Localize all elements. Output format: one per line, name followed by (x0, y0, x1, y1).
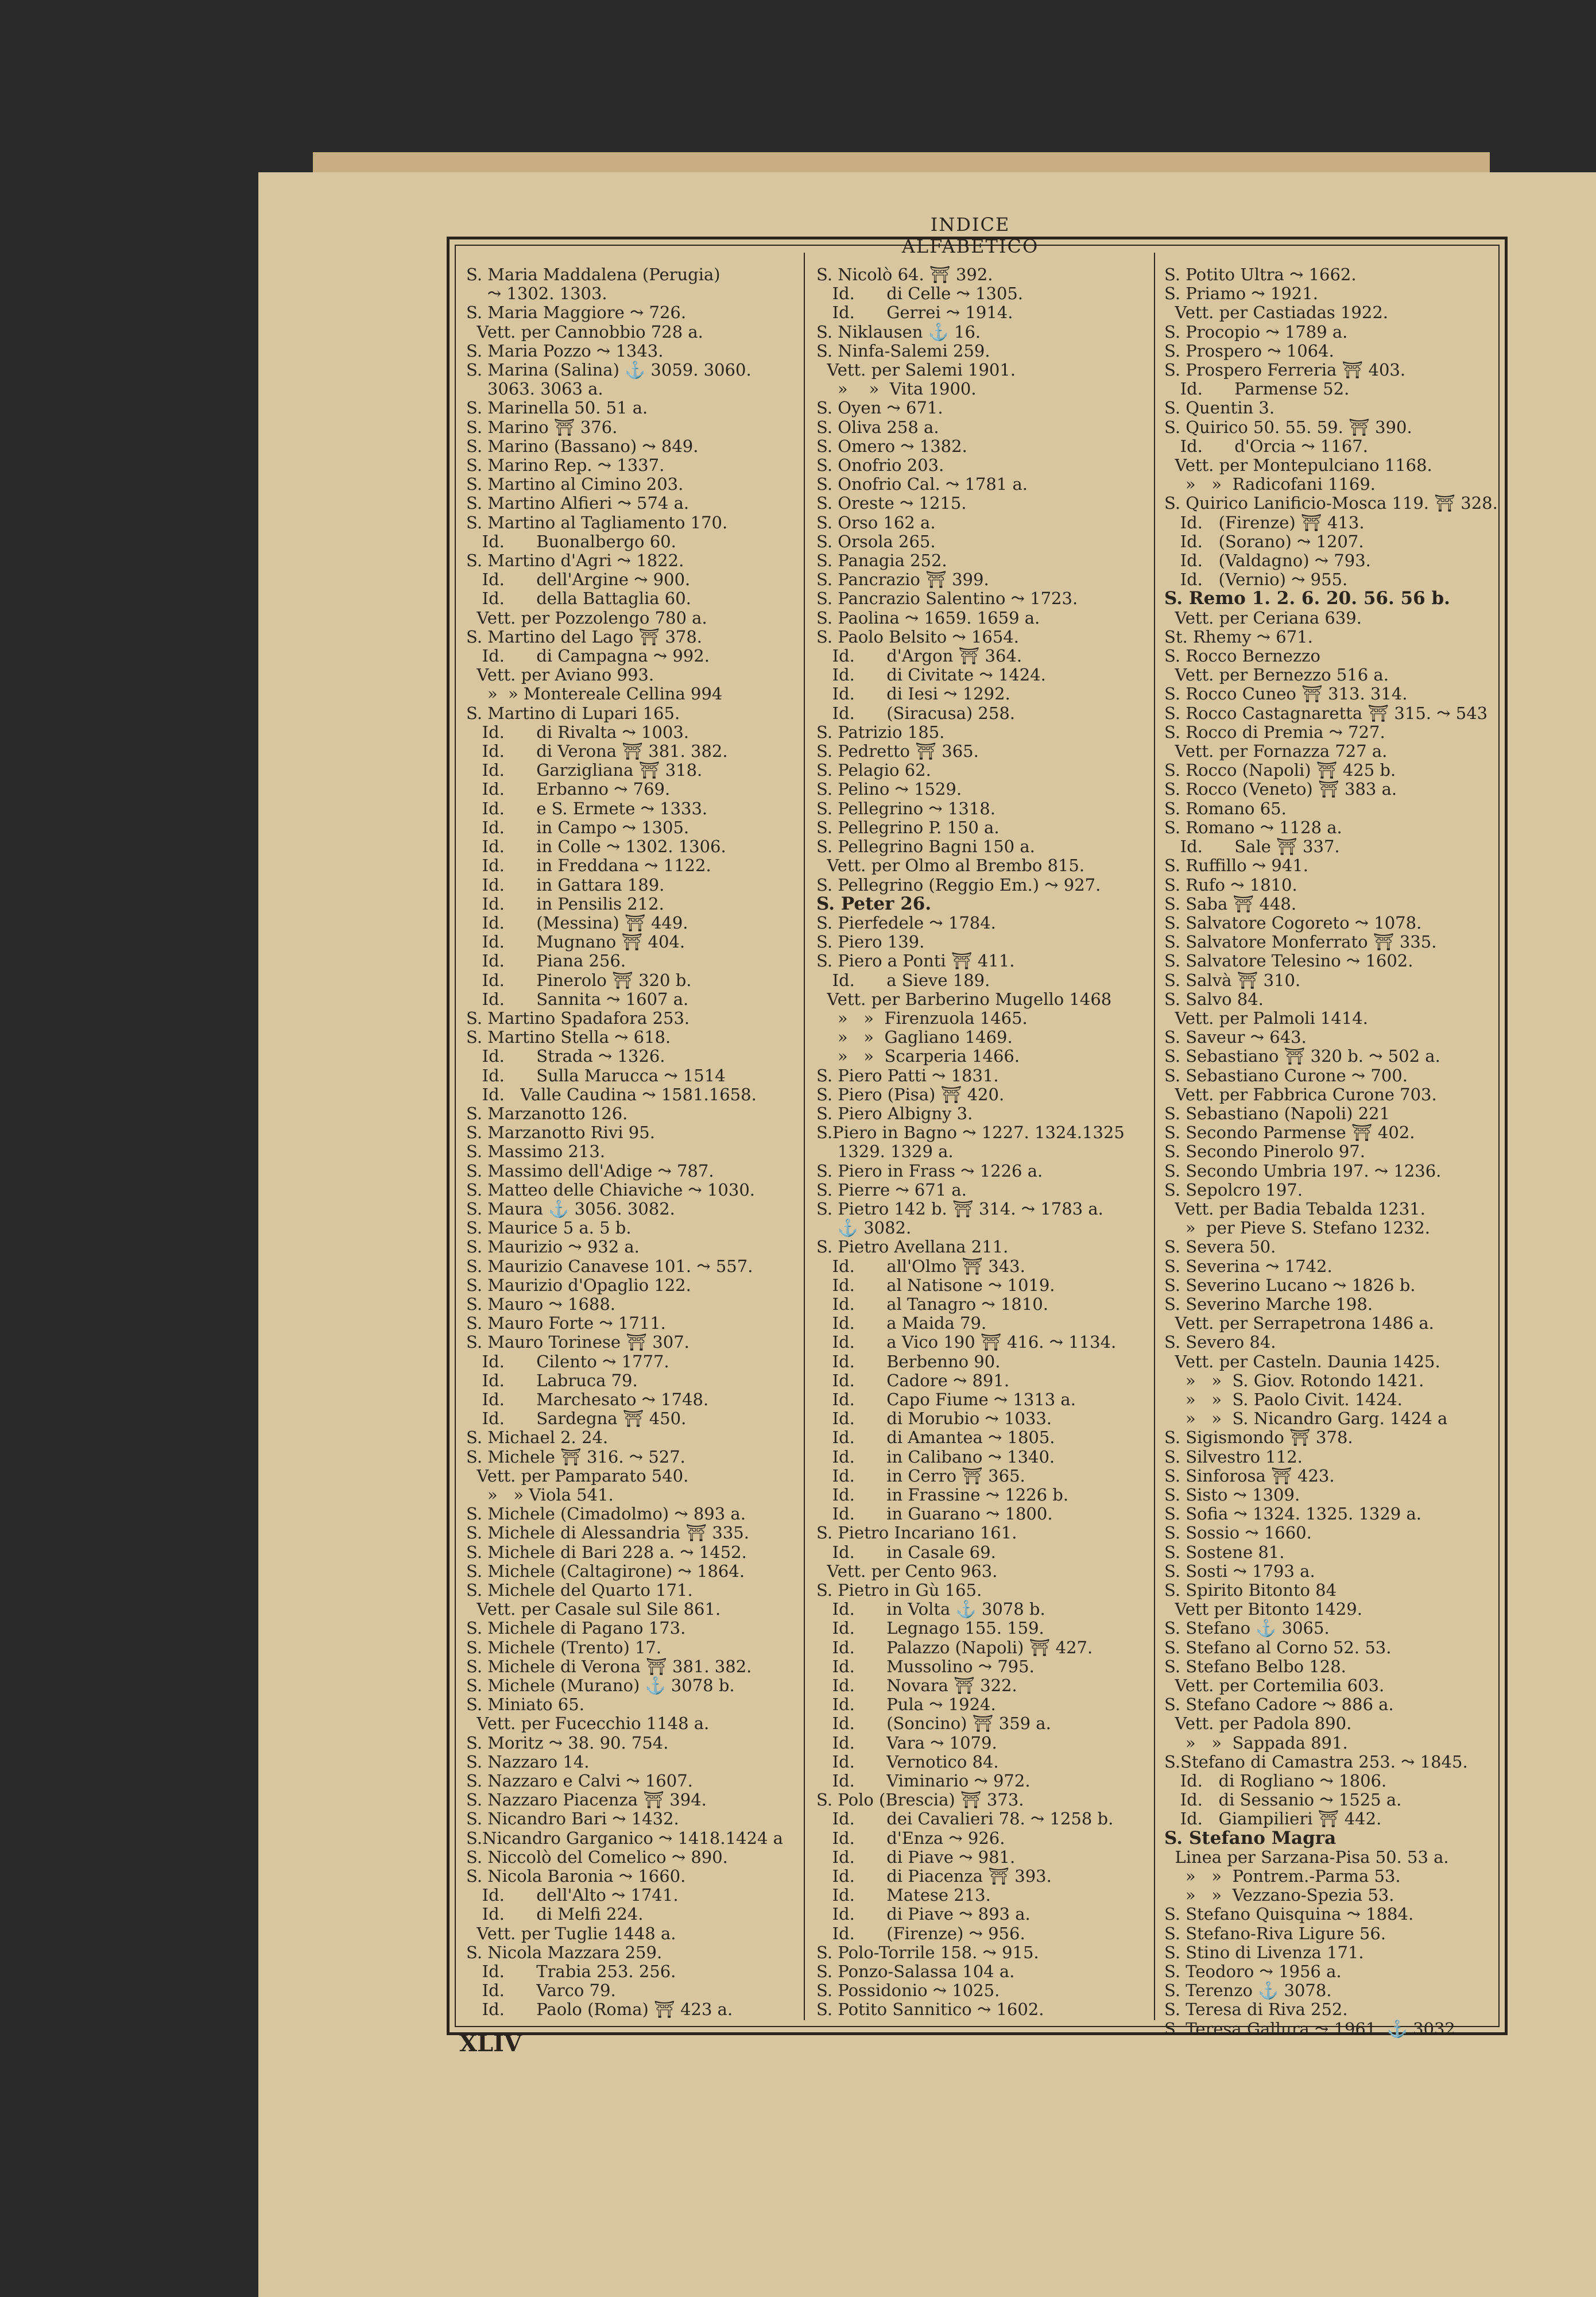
page-number: XLIV (459, 2030, 522, 2057)
index-entry: Id. Valle Caudina ⤳ 1581.1658. (466, 1084, 757, 1104)
index-entry: S. Salvà ⛩ 310. (1164, 970, 1301, 990)
index-entry: S. Patrizio 185. (816, 722, 945, 742)
index-entry: S. Pietro 142 b. ⛩ 314. ⤳ 1783 a. (816, 1198, 1103, 1219)
index-entry: S. Mauro Torinese ⛩ 307. (466, 1332, 689, 1352)
index-entry: S. Salvatore Monferrato ⛩ 335. (1164, 932, 1437, 952)
index-entry: Id. di Rivalta ⤳ 1003. (466, 722, 689, 742)
index-entry: S. Pierfedele ⤳ 1784. (816, 912, 996, 933)
index-entry: S. Pellegrino ⤳ 1318. (816, 798, 995, 818)
index-entry: » » Viola 541. (466, 1485, 614, 1505)
index-entry: S. Michele (Murano) ⚓ 3078 b. (466, 1676, 735, 1696)
index-entry: S. Quirico 50. 55. 59. ⛩ 390. (1164, 417, 1412, 437)
index-entry: S. Rocco (Veneto) ⛩ 383 a. (1164, 779, 1397, 799)
index-entry: S. Martino Spadafora 253. (466, 1008, 690, 1028)
index-entry: S. Maria Maggiore ⤳ 726. (466, 303, 687, 323)
index-entry: Id. Marchesato ⤳ 1748. (466, 1389, 709, 1409)
index-entry: Id. Viminario ⤳ 972. (816, 1771, 1031, 1791)
index-entry: S. Martino Stella ⤳ 618. (466, 1027, 671, 1047)
index-entry: Id. Mugnano ⛩ 404. (466, 932, 685, 952)
index-entry: Vett. per Bernezzo 516 a. (1164, 665, 1389, 685)
index-entry: Id. Berbenno 90. (816, 1351, 1001, 1371)
index-entry: Id. in Colle ⤳ 1302. 1306. (466, 837, 726, 857)
index-entry: S. Procopio ⤳ 1789 a. (1164, 322, 1348, 342)
index-entry: S. Sebastiano Curone ⤳ 700. (1164, 1065, 1408, 1085)
index-entry: Vett per Bitonto 1429. (1164, 1599, 1362, 1619)
index-entry: S. Marzanotto Rivi 95. (466, 1123, 655, 1143)
index-entry: Id. Pinerolo ⛩ 320 b. (466, 970, 692, 990)
index-entry: Id. Gerrei ⤳ 1914. (816, 303, 1013, 323)
index-entry: S. Stefano Magra (1164, 1827, 1337, 1849)
index-entry: S. Nicola Baronia ⤳ 1660. (466, 1866, 686, 1886)
index-entry: Id. (Valdagno) ⤳ 793. (1164, 551, 1371, 571)
index-entry: S. Pelino ⤳ 1529. (816, 779, 962, 799)
index-entry: » » Gagliano 1469. (816, 1027, 1013, 1047)
index-entry: Vett. per Serrapetrona 1486 a. (1164, 1313, 1434, 1333)
index-entry: S. Pietro Avellana 211. (816, 1237, 1009, 1257)
index-entry: ⤳ 1302. 1303. (466, 284, 607, 304)
index-entry: S. Miniato 65. (466, 1695, 584, 1715)
index-entry: Id. di Sessanio ⤳ 1525 a. (1164, 1790, 1402, 1810)
index-entry: Vett. per Olmo al Brembo 815. (816, 856, 1085, 876)
index-entry: S. Maria Maddalena (Perugia) (466, 265, 720, 284)
index-entry: Vett. per Tuglie 1448 a. (466, 1923, 676, 1943)
index-entry: Id. Cilento ⤳ 1777. (466, 1351, 669, 1371)
index-entry: S. Severina ⤳ 1742. (1164, 1256, 1332, 1276)
index-entry: Id. Vernotico 84. (816, 1751, 999, 1772)
index-entry: S. Saveur ⤳ 643. (1164, 1027, 1307, 1047)
index-entry: S. Paolina ⤳ 1659. 1659 a. (816, 608, 1040, 628)
index-entry: S. Teodoro ⤳ 1956 a. (1164, 1962, 1342, 1982)
index-entry: Id. dell'Argine ⤳ 900. (466, 570, 691, 590)
index-entry: S. Marino (Bassano) ⤳ 849. (466, 436, 699, 456)
index-entry: S. Rufo ⤳ 1810. (1164, 875, 1297, 895)
index-entry: S. Terenzo ⚓ 3078. (1164, 1981, 1332, 2001)
index-entry: S. Maurizio Canavese 101. ⤳ 557. (466, 1256, 753, 1276)
index-entry: S. Marino Rep. ⤳ 1337. (466, 455, 665, 475)
index-entry: S. Massimo 213. (466, 1142, 606, 1162)
index-entry: Vett. per Palmoli 1414. (1164, 1008, 1368, 1028)
index-entry: S. Marina (Salina) ⚓ 3059. 3060. (466, 360, 751, 380)
index-entry: S. Onofrio Cal. ⤳ 1781 a. (816, 474, 1028, 494)
index-entry: Id. e S. Ermete ⤳ 1333. (466, 798, 708, 818)
index-entry: S. Paolo Belsito ⤳ 1654. (816, 627, 1019, 647)
index-entry: Id. all'Olmo ⛩ 343. (816, 1256, 1025, 1276)
index-entry: S. Polo-Torrile 158. ⤳ 915. (816, 1942, 1039, 1962)
index-entry: Id. Garzigliana ⛩ 318. (466, 760, 703, 780)
index-entry: S. Maria Pozzo ⤳ 1343. (466, 341, 664, 361)
index-entry: Vett. per Barberino Mugello 1468 (816, 989, 1112, 1009)
index-entry: Id. d'Orcia ⤳ 1167. (1164, 436, 1368, 456)
index-entry: S. Niklausen ⚓ 16. (816, 322, 981, 342)
index-entry: S. Pietro Incariano 161. (816, 1523, 1017, 1543)
index-entry: S. Oliva 258 a. (816, 417, 939, 437)
index-entry: S. Potito Ultra ⤳ 1662. (1164, 265, 1357, 284)
index-entry: S. Oreste ⤳ 1215. (816, 493, 967, 513)
index-entry: Id. Paolo (Roma) ⛩ 423 a. (466, 2000, 733, 2020)
index-entry: Id. Strada ⤳ 1326. (466, 1046, 665, 1066)
index-entry: S. Rocco (Napoli) ⛩ 425 b. (1164, 760, 1396, 780)
index-entry: Id. di Campagna ⤳ 992. (466, 646, 710, 666)
index-entry: S.Piero in Bagno ⤳ 1227. 1324.1325 (816, 1123, 1125, 1143)
index-entry: S. Massimo dell'Adige ⤳ 787. (466, 1161, 714, 1181)
index-entry: S. Piero Albigny 3. (816, 1103, 973, 1123)
index-entry: Id. in Campo ⤳ 1305. (466, 817, 689, 837)
index-entry: S. Secondo Umbria 197. ⤳ 1236. (1164, 1161, 1442, 1181)
index-entry: Id. in Volta ⚓ 3078 b. (816, 1599, 1045, 1619)
index-entry: Id. Novara ⛩ 322. (816, 1676, 1017, 1696)
index-entry: S. Matteo delle Chiaviche ⤳ 1030. (466, 1180, 755, 1200)
index-entry: » » Vezzano-Spezia 53. (1164, 1885, 1394, 1905)
index-entry: S. Michele ⛩ 316. ⤳ 527. (466, 1447, 685, 1467)
index-entry: S. Piero (Pisa) ⛩ 420. (816, 1084, 1005, 1104)
index-entry: Id. di Verona ⛩ 381. 382. (466, 741, 728, 761)
index-entry: S. Sigismondo ⛩ 378. (1164, 1428, 1353, 1448)
index-entry: S. Nazzaro e Calvi ⤳ 1607. (466, 1771, 693, 1791)
index-entry: Id. di Morubio ⤳ 1033. (816, 1409, 1052, 1429)
index-entry: S. Piero 139. (816, 932, 925, 952)
index-entry: Id. di Amantea ⤳ 1805. (816, 1428, 1055, 1448)
index-entry: S. Michele (Cimadolmo) ⤳ 893 a. (466, 1504, 746, 1524)
index-entry: S. Orso 162 a. (816, 512, 936, 532)
index-entry: S. Maurice 5 a. 5 b. (466, 1218, 632, 1238)
index-entry: Linea per Sarzana-Pisa 50. 53 a. (1164, 1847, 1449, 1867)
index-entry: S. Romano ⤳ 1128 a. (1164, 817, 1342, 837)
index-entry: S. Salvatore Telesino ⤳ 1602. (1164, 951, 1413, 971)
index-entry: S. Severino Marche 198. (1164, 1294, 1373, 1314)
index-entry: S. Rocco Cuneo ⛩ 313. 314. (1164, 684, 1408, 704)
index-entry: Id. Legnago 155. 159. (816, 1618, 1044, 1638)
index-entry: Vett. per Castiadas 1922. (1164, 303, 1388, 323)
index-entry: S. Sofia ⤳ 1324. 1325. 1329 a. (1164, 1504, 1421, 1524)
index-entry: Id. Giampilieri ⛩ 442. (1164, 1809, 1382, 1829)
index-entry: Id. Cadore ⤳ 891. (816, 1370, 1010, 1390)
index-entry: Id. d'Enza ⤳ 926. (816, 1828, 1005, 1848)
index-entry: S. Stefano al Corno 52. 53. (1164, 1637, 1392, 1657)
index-entry: S. Ponzo-Salassa 104 a. (816, 1962, 1015, 1982)
index-entry: Vett. per Cannobbio 728 a. (466, 322, 703, 342)
index-entry: Id. (Vernio) ⤳ 955. (1164, 570, 1348, 590)
index-entry: Id. Mussolino ⤳ 795. (816, 1656, 1035, 1676)
index-entry: Id. di Piacenza ⛩ 393. (816, 1866, 1052, 1886)
index-entry: Id. Sulla Marucca ⤳ 1514 (466, 1065, 726, 1085)
index-entry: S. Sostene 81. (1164, 1542, 1285, 1562)
index-entry: St. Rhemy ⤳ 671. (1164, 627, 1313, 647)
index-entry: Id. in Frassine ⤳ 1226 b. (816, 1485, 1069, 1505)
index-entry: S. Piero Patti ⤳ 1831. (816, 1065, 999, 1085)
index-entry: Id. in Gattara 189. (466, 875, 665, 895)
index-entry: S. Martino Alfieri ⤳ 574 a. (466, 493, 689, 513)
index-entry: S. Piero a Ponti ⛩ 411. (816, 951, 1015, 971)
index-entry: S. Prospero Ferreria ⛩ 403. (1164, 360, 1406, 380)
index-entry: Id. (Messina) ⛩ 449. (466, 912, 688, 933)
index-entry: S. Possidonio ⤳ 1025. (816, 1981, 1000, 2001)
index-entry: S. Quirico Lanificio-Mosca 119. ⛩ 328. (1164, 493, 1498, 513)
index-entry: Id. di Civitate ⤳ 1424. (816, 665, 1046, 685)
index-entry: S. Severino Lucano ⤳ 1826 b. (1164, 1275, 1416, 1295)
index-entry: S. Rocco Bernezzo (1164, 646, 1320, 666)
index-entry: S. Panagia 252. (816, 551, 947, 571)
index-entry: Id. della Battaglia 60. (466, 589, 691, 609)
index-entry: Id. (Firenze) ⛩ 413. (1164, 512, 1365, 532)
index-entry: S. Niccolò del Comelico ⤳ 890. (466, 1847, 728, 1867)
index-entry: Id. dei Cavalieri 78. ⤳ 1258 b. (816, 1809, 1114, 1829)
index-entry: Id. di Piave ⤳ 981. (816, 1847, 1016, 1867)
index-entry: ⚓ 3082. (816, 1218, 912, 1238)
index-entry: Vett. per Cento 963. (816, 1561, 998, 1581)
index-entry: S. Stino di Livenza 171. (1164, 1942, 1364, 1962)
index-entry: S. Ruffillo ⤳ 941. (1164, 856, 1308, 876)
index-column-1 (466, 265, 816, 2023)
index-entry: Id. Sale ⛩ 337. (1164, 837, 1340, 857)
index-entry: S. Michele del Quarto 171. (466, 1580, 693, 1600)
index-entry: Id. in Pensilis 212. (466, 894, 664, 914)
index-entry: S. Marinella 50. 51 a. (466, 398, 648, 418)
index-entry: S. Spirito Bitonto 84 (1164, 1580, 1337, 1600)
index-entry: S. Rocco di Premia ⤳ 727. (1164, 722, 1385, 742)
index-entry: S. Teresa di Riva 252. (1164, 2000, 1348, 2020)
index-entry: S. Remo 1. 2. 6. 20. 56. 56 b. (1164, 588, 1450, 609)
index-entry: » » S. Nicandro Garg. 1424 a (1164, 1409, 1448, 1429)
index-entry: S. Secondo Parmense ⛩ 402. (1164, 1123, 1415, 1143)
index-entry: S. Marzanotto 126. (466, 1103, 628, 1123)
index-entry: 3063. 3063 a. (466, 379, 603, 399)
index-entry: S. Stefano Quisquina ⤳ 1884. (1164, 1904, 1414, 1924)
index-entry: Vett. per Badia Tebalda 1231. (1164, 1198, 1425, 1219)
index-entry: » per Pieve S. Stefano 1232. (1164, 1218, 1430, 1238)
index-entry: Id. di Piave ⤳ 893 a. (816, 1904, 1031, 1924)
index-entry: S. Sossio ⤳ 1660. (1164, 1523, 1312, 1543)
index-entry: S. Pelagio 62. (816, 760, 931, 780)
index-entry: » » Montereale Cellina 994 (466, 684, 723, 704)
index-entry: Id. Trabia 253. 256. (466, 1962, 676, 1982)
index-entry: Id. Sardegna ⛩ 450. (466, 1409, 687, 1429)
index-entry: Id. Piana 256. (466, 951, 626, 971)
index-entry: Id. a Sieve 189. (816, 970, 990, 990)
index-entry: Id. Parmense 52. (1164, 379, 1350, 399)
index-entry: S. Pedretto ⛩ 365. (816, 741, 979, 761)
index-entry: Vett. per Cortemilia 603. (1164, 1676, 1385, 1696)
index-entry: S. Michele di Pagano 173. (466, 1618, 686, 1638)
index-entry: S. Pellegrino Bagni 150 a. (816, 837, 1035, 857)
index-entry: S. Stefano ⚓ 3065. (1164, 1618, 1330, 1638)
index-entry: S. Quentin 3. (1164, 398, 1275, 418)
index-entry: Id. di Iesi ⤳ 1292. (816, 684, 1010, 704)
index-entry: Id. Sannita ⤳ 1607 a. (466, 989, 689, 1009)
index-entry: Vett. per Aviano 993. (466, 665, 654, 685)
index-entry: S. Silvestro 112. (1164, 1447, 1303, 1467)
index-entry: Id. in Calibano ⤳ 1340. (816, 1447, 1055, 1467)
index-entry: S. Mauro ⤳ 1688. (466, 1294, 616, 1314)
index-entry: Id. di Melfi 224. (466, 1904, 644, 1924)
index-entry: Id. Labruca 79. (466, 1370, 638, 1390)
index-entry: Vett. per Fucecchio 1148 a. (466, 1714, 710, 1734)
index-entry: Vett. per Fabbrica Curone 703. (1164, 1084, 1437, 1104)
index-entry: Id. (Firenze) ⤳ 956. (816, 1923, 1025, 1943)
index-entry: S. Sebastiano ⛩ 320 b. ⤳ 502 a. (1164, 1046, 1440, 1066)
index-entry: S. Nicandro Bari ⤳ 1432. (466, 1809, 679, 1829)
index-entry: Id. al Tanagro ⤳ 1810. (816, 1294, 1048, 1314)
index-entry: S. Polo (Brescia) ⛩ 373. (816, 1790, 1024, 1810)
index-entry: S. Martino al Cimino 203. (466, 474, 684, 494)
index-entry: S. Pierre ⤳ 671 a. (816, 1180, 967, 1200)
index-entry: S. Rocco Castagnaretta ⛩ 315. ⤳ 543 (1164, 703, 1488, 723)
index-entry: Id. Matese 213. (816, 1885, 991, 1905)
index-entry: Id. (Soncino) ⛩ 359 a. (816, 1714, 1051, 1734)
index-entry: Vett. per Casteln. Daunia 1425. (1164, 1351, 1440, 1371)
index-entry: Id. in Cerro ⛩ 365. (816, 1465, 1025, 1486)
index-entry: S. Pancrazio Salentino ⤳ 1723. (816, 589, 1078, 609)
index-entry: S. Sisto ⤳ 1309. (1164, 1485, 1300, 1505)
index-entry: Id. Capo Fiume ⤳ 1313 a. (816, 1389, 1076, 1409)
index-entry: S. Stefano-Riva Ligure 56. (1164, 1923, 1386, 1943)
index-entry: S.Stefano di Camastra 253. ⤳ 1845. (1164, 1751, 1468, 1772)
index-entry: S. Romano 65. (1164, 798, 1287, 818)
index-entry: » » Vita 1900. (816, 379, 977, 399)
index-entry: S. Severa 50. (1164, 1237, 1276, 1257)
index-entry: S. Michele di Verona ⛩ 381. 382. (466, 1656, 752, 1676)
index-entry: S. Stefano Cadore ⤳ 886 a. (1164, 1695, 1394, 1715)
index-entry: S. Sosti ⤳ 1793 a. (1164, 1561, 1315, 1581)
index-entry: S. Pietro in Gù 165. (816, 1580, 982, 1600)
index-column-2 (816, 265, 1167, 2023)
index-entry: Vett. per Fornazza 727 a. (1164, 741, 1388, 761)
index-entry: Id. dell'Alto ⤳ 1741. (466, 1885, 679, 1905)
index-entry: S. Pellegrino (Reggio Em.) ⤳ 927. (816, 875, 1101, 895)
index-entry: Id. Erbanno ⤳ 769. (466, 779, 671, 799)
index-entry: S. Onofrio 203. (816, 455, 944, 475)
index-entry: S. Salvo 84. (1164, 989, 1264, 1009)
index-entry: Vett. per Padola 890. (1164, 1714, 1352, 1734)
index-entry: S. Sebastiano (Napoli) 221 (1164, 1103, 1390, 1123)
index-entry: Id. Palazzo (Napoli) ⛩ 427. (816, 1637, 1093, 1657)
index-entry: Id. (Sorano) ⤳ 1207. (1164, 531, 1364, 551)
index-entry: S. Michele (Caltagirone) ⤳ 1864. (466, 1561, 745, 1581)
index-entry: Id. Vara ⤳ 1079. (816, 1733, 997, 1753)
index-entry: Id. Pula ⤳ 1924. (816, 1695, 996, 1715)
index-entry: S.Nicandro Garganico ⤳ 1418.1424 a (466, 1828, 783, 1848)
index-entry: Vett. per Casale sul Sile 861. (466, 1599, 721, 1619)
index-entry: 1329. 1329 a. (816, 1142, 954, 1162)
index-entry: S. Sepolcro 197. (1164, 1180, 1303, 1200)
index-entry: S. Maurizio ⤳ 932 a. (466, 1237, 640, 1257)
index-entry: S. Nazzaro Piacenza ⛩ 394. (466, 1790, 707, 1810)
index-entry: S. Martino del Lago ⛩ 378. (466, 627, 703, 647)
index-entry: S. Nicola Mazzara 259. (466, 1942, 663, 1962)
index-entry: Id. in Freddana ⤳ 1122. (466, 856, 711, 876)
index-entry: S. Nazzaro 14. (466, 1751, 590, 1772)
index-entry: Id. al Natisone ⤳ 1019. (816, 1275, 1055, 1295)
index-entry: S. Mauro Forte ⤳ 1711. (466, 1313, 666, 1333)
index-entry: S. Michele di Alessandria ⛩ 335. (466, 1523, 749, 1543)
index-entry: Vett. per Salemi 1901. (816, 360, 1016, 380)
index-entry: Vett. per Pozzolengo 780 a. (466, 608, 707, 628)
index-entry: S. Pancrazio ⛩ 399. (816, 570, 989, 590)
index-entry: S. Martino d'Agri ⤳ 1822. (466, 551, 684, 571)
index-entry: S. Ninfa-Salemi 259. (816, 341, 990, 361)
index-entry: Id. in Guarano ⤳ 1800. (816, 1504, 1053, 1524)
index-entry: S. Marino ⛩ 376. (466, 417, 618, 437)
index-entry: » » Sappada 891. (1164, 1733, 1348, 1753)
index-entry: S. Maura ⚓ 3056. 3082. (466, 1198, 675, 1219)
index-entry: S. Teresa Gallura ⤳ 1961. ⚓ 3032. (1164, 2018, 1461, 2039)
index-entry: S. Secondo Pinerolo 97. (1164, 1142, 1365, 1162)
index-entry: S. Saba ⛩ 448. (1164, 894, 1297, 914)
index-entry: S. Piero in Frass ⤳ 1226 a. (816, 1161, 1043, 1181)
index-entry: S. Salvatore Cogoreto ⤳ 1078. (1164, 912, 1422, 933)
index-entry: S. Sinforosa ⛩ 423. (1164, 1465, 1335, 1486)
index-entry: S. Oyen ⤳ 671. (816, 398, 943, 418)
index-entry: » » Firenzuola 1465. (816, 1008, 1028, 1028)
index-entry: S. Severo 84. (1164, 1332, 1276, 1352)
index-entry: S. Prospero ⤳ 1064. (1164, 341, 1334, 361)
index-entry: Id. d'Argon ⛩ 364. (816, 646, 1022, 666)
index-entry: S. Priamo ⤳ 1921. (1164, 284, 1318, 304)
index-entry: S. Pellegrino P. 150 a. (816, 817, 1000, 837)
index-entry: S. Potito Sannitico ⤳ 1602. (816, 2000, 1044, 2020)
index-entry: S. Martino di Lupari 165. (466, 703, 680, 723)
index-entry: Id. Buonalbergo 60. (466, 531, 676, 551)
index-entry: S. Stefano Belbo 128. (1164, 1656, 1346, 1676)
index-entry: » » Pontrem.-Parma 53. (1164, 1866, 1401, 1886)
index-entry: Id. di Rogliano ⤳ 1806. (1164, 1771, 1387, 1791)
index-entry: Vett. per Pamparato 540. (466, 1465, 689, 1486)
index-entry: S. Nicolò 64. ⛩ 392. (816, 265, 993, 284)
index-entry: Id. di Celle ⤳ 1305. (816, 284, 1024, 304)
index-entry: S. Orsola 265. (816, 531, 936, 551)
index-entry: Id. in Casale 69. (816, 1542, 996, 1562)
index-entry: » » Radicofani 1169. (1164, 474, 1376, 494)
index-entry: Id. Varco 79. (466, 1981, 616, 2001)
index-entry: S. Michael 2. 24. (466, 1428, 609, 1448)
index-entry: » » Scarperia 1466. (816, 1046, 1020, 1066)
index-entry: S. Omero ⤳ 1382. (816, 436, 967, 456)
index-entry: Vett. per Montepulciano 1168. (1164, 455, 1432, 475)
index-entry: S. Michele (Trento) 17. (466, 1637, 662, 1657)
index-entry: » » S. Paolo Civit. 1424. (1164, 1389, 1403, 1409)
index-entry: » » S. Giov. Rotondo 1421. (1164, 1370, 1424, 1390)
page-header-title: INDICE ALFABETICO (901, 214, 1039, 257)
index-entry: Id. a Vico 190 ⛩ 416. ⤳ 1134. (816, 1332, 1117, 1352)
index-entry: Id. (Siracusa) 258. (816, 703, 1016, 723)
index-entry: S. Martino al Tagliamento 170. (466, 512, 728, 532)
index-entry: S. Maurizio d'Opaglio 122. (466, 1275, 691, 1295)
index-entry: Vett. per Ceriana 639. (1164, 608, 1362, 628)
index-entry: S. Peter 26. (816, 893, 932, 914)
index-entry: S. Michele di Bari 228 a. ⤳ 1452. (466, 1542, 747, 1562)
index-entry: S. Moritz ⤳ 38. 90. 754. (466, 1733, 669, 1753)
index-entry: Id. a Maida 79. (816, 1313, 987, 1333)
index-column-3 (1164, 265, 1514, 2039)
